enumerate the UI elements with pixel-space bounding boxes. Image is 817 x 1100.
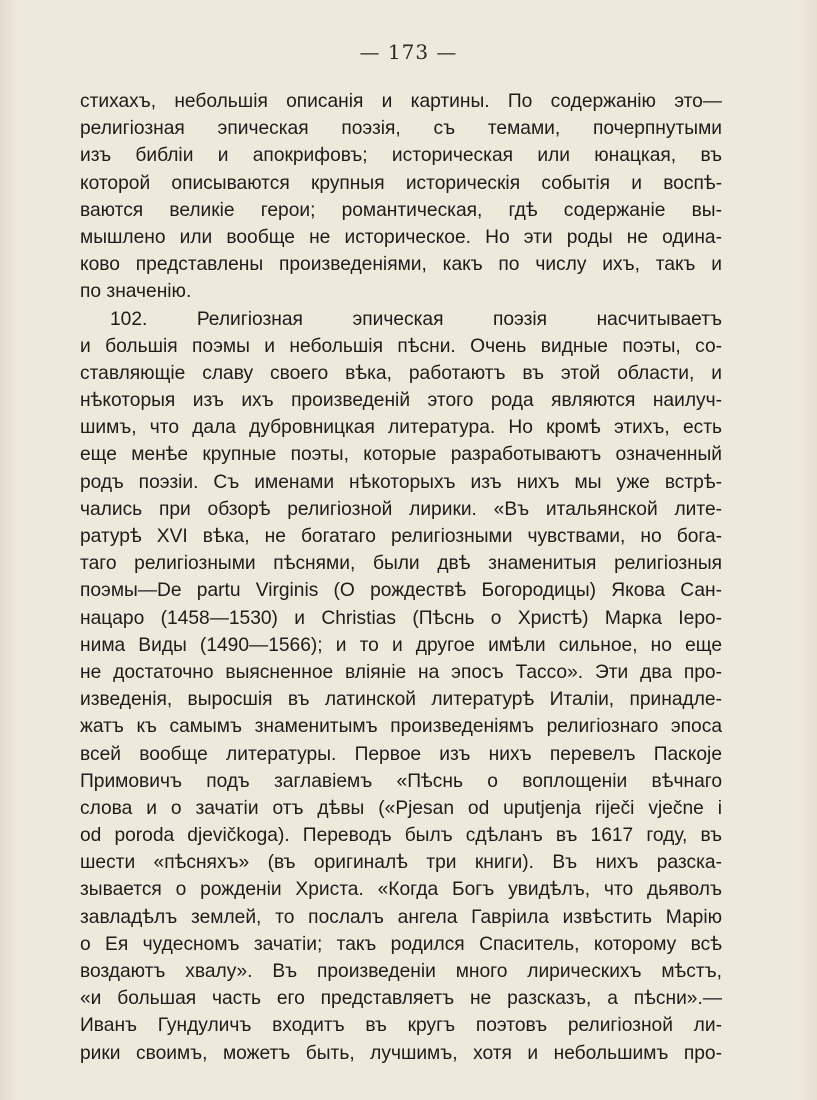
text-line: жатъ къ самымъ знаменитымъ произведеніямъ религіознаго эпоса bbox=[80, 716, 722, 738]
text-line: изведенія, выросшія въ латинской литературѣ Италіи, принадле- bbox=[80, 689, 722, 711]
text-line: ставляющіе славу своего вѣка, работаютъ въ этой области, и bbox=[80, 362, 722, 384]
text-line: мышлено или вообще не историческое. Но эти роды не одина- bbox=[80, 226, 722, 248]
text-line: еще менѣе крупные поэты, которые разработываютъ означенный bbox=[80, 444, 722, 466]
text-line: религіозная эпическая поэзія, съ темами, почерпнутыми bbox=[80, 118, 722, 140]
text-line: Примовичъ подъ заглавіемъ «Пѣснь о воплощеніи вѣчнаго bbox=[80, 770, 722, 792]
text-line: шимъ, что дала дубровницкая литература. Но кромѣ этихъ, есть bbox=[80, 417, 722, 439]
text-line: нацаро (1458—1530) и Christias (Пѣснь о Христѣ) Марка Іеро- bbox=[80, 607, 722, 629]
text-line: воздаютъ хвалу». Въ произведеніи много лирическихъ мѣстъ, bbox=[80, 961, 722, 982]
text-line: поэмы—De partu Virginis (О рождествѣ Богородицы) Якова Сан- bbox=[80, 580, 722, 602]
text-line: слова и о зачатіи отъ дѣвы («Pjesan od uputjenja riječi vječne i bbox=[80, 797, 722, 819]
text-line: шести «пѣсняхъ» (въ оригиналѣ три книги). Въ нихъ разска- bbox=[80, 852, 722, 874]
text-line: ково представлены произведеніями, какъ по числу ихъ, такъ и bbox=[80, 254, 722, 276]
text-line: 102. Религіозная эпическая поэзія насчитываетъ bbox=[110, 308, 722, 330]
text-line: стихахъ, небольшія описанія и картины. По содержанію это— bbox=[80, 91, 722, 112]
text-line: не достаточно выясненное вліяніе на эпосъ Тассо». Эти два про- bbox=[80, 661, 722, 683]
page-number: — 173 — bbox=[359, 40, 458, 64]
text-line: родъ поэзіи. Съ именами нѣкоторыхъ изъ нихъ мы уже встрѣ- bbox=[80, 471, 722, 493]
text-line: od poroda djevičkoga). Переводъ былъ сдѣланъ въ 1617 году, въ bbox=[80, 825, 722, 847]
text-line: которой описываются крупныя историческія событія и воспѣ- bbox=[80, 172, 722, 194]
text-line: «и большая часть его представляетъ не разсказъ, а пѣсни».— bbox=[80, 988, 722, 1010]
text-line: Иванъ Гундуличъ входитъ въ кругъ поэтовъ религіозной ли- bbox=[80, 1015, 722, 1037]
text-line: нима Виды (1490—1566); и то и другое имѣли сильное, но еще bbox=[80, 634, 722, 656]
text-line: нѣкоторыя изъ ихъ произведеній этого рода являются наилуч- bbox=[80, 390, 722, 412]
body-text bbox=[80, 88, 722, 1067]
text-line: таго религіозными пѣснями, были двѣ знаменитыя религіозныя bbox=[80, 553, 722, 575]
text-line: чались при обзорѣ религіозной лирики. «Въ итальянской лите- bbox=[80, 498, 722, 520]
text-line: всей вообще литературы. Первое изъ нихъ перевелъ Паскоје bbox=[80, 743, 722, 765]
text-line: и большія поэмы и небольшія пѣсни. Очень видные поэты, со- bbox=[80, 335, 722, 357]
text-line: о Ея чудесномъ зачатіи; такъ родился Спаситель, которому всѣ bbox=[80, 933, 722, 955]
text-line: рики своимъ, можетъ быть, лучшимъ, хотя и небольшимъ про- bbox=[80, 1042, 722, 1064]
text-line: изъ библіи и апокрифовъ; историческая или юнацкая, въ bbox=[80, 145, 722, 167]
text-line: ратурѣ XVI вѣка, не богатаго религіозными чувствами, но бога- bbox=[80, 526, 722, 547]
text-line: завладѣлъ землей, то послалъ ангела Гавріила извѣстить Марію bbox=[80, 906, 722, 928]
text-line: зывается о рожденіи Христа. «Когда Богъ увидѣлъ, что дьяволъ bbox=[80, 879, 722, 901]
text-line: по значенію. bbox=[80, 281, 192, 303]
text-line: ваются великіе герои; романтическая, гдѣ содержаніе вы- bbox=[80, 199, 722, 221]
